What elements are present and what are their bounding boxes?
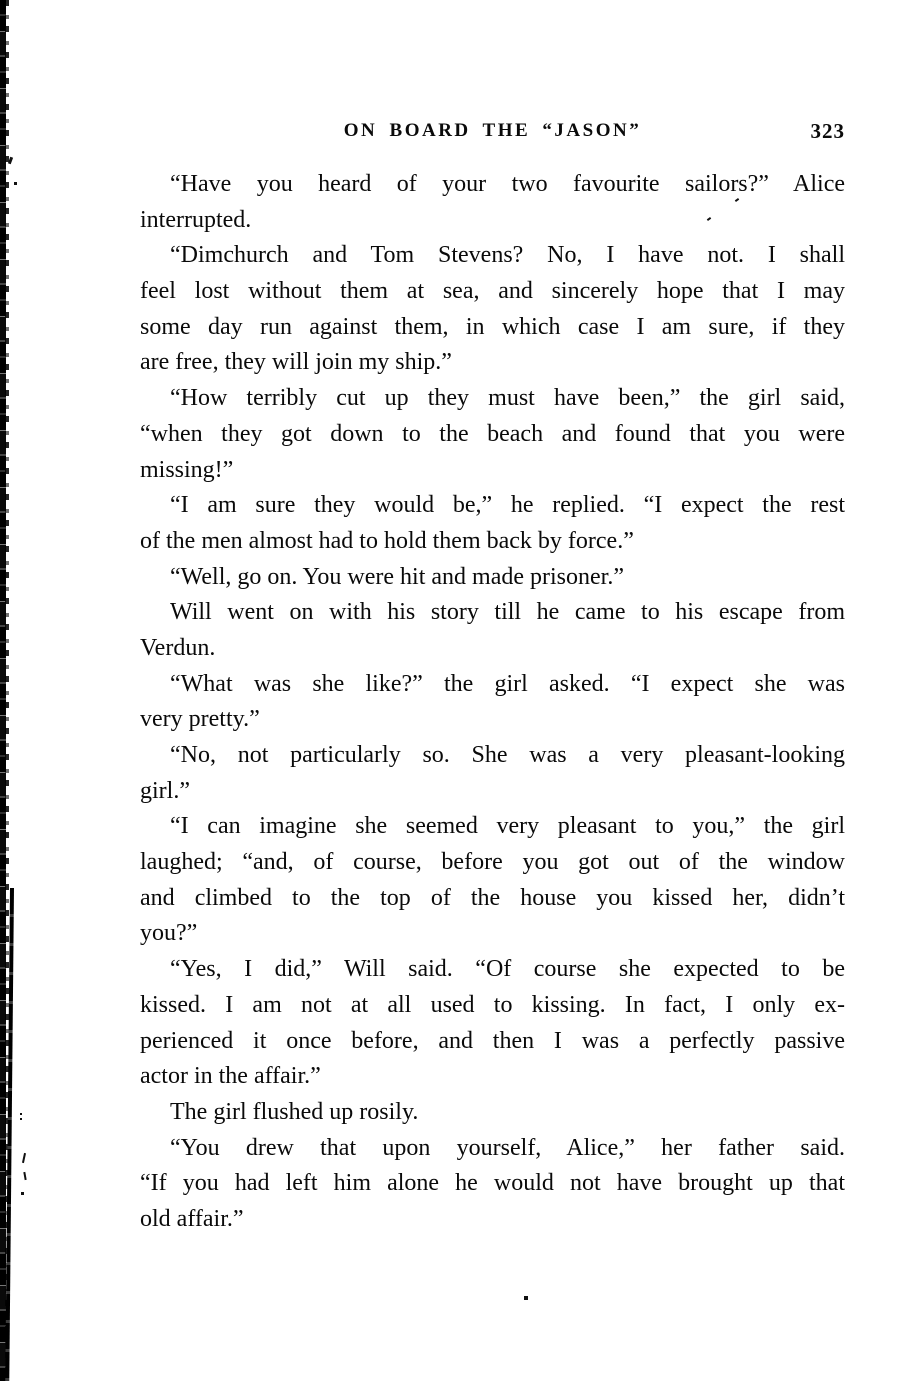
- text-line: kissed. I am not at all used to kissing. In fact, I only ex-: [140, 991, 845, 1018]
- text-line: “You drew that upon yourself, Alice,” her father said.: [170, 1134, 845, 1161]
- text-line: “when they got down to the beach and found that you were: [140, 420, 845, 447]
- text-line: some day run against them, in which case I am sure, if they: [140, 313, 845, 340]
- text-line: interrupted.: [140, 206, 252, 233]
- text-line: you?”: [140, 920, 198, 947]
- text-line: perienced it once before, and then I was a perfectly passive: [140, 1027, 845, 1054]
- scan-speck: [22, 1153, 26, 1163]
- text-line: “If you had left him alone he would not have brought up that: [140, 1170, 845, 1197]
- scan-speck: [23, 1172, 26, 1180]
- text-line: “No, not particularly so. She was a very pleasant-looking: [170, 742, 845, 768]
- text-line: Will went on with his story till he came to his escape from: [170, 599, 845, 626]
- text-line: of the men almost had to hold them back by force.”: [140, 527, 634, 554]
- text-line: actor in the affair.”: [140, 1063, 321, 1090]
- text-line: “Well, go on. You were hit and made prisoner.”: [170, 563, 624, 590]
- text-line: very pretty.”: [140, 706, 260, 733]
- body-text-block: [140, 167, 845, 1238]
- text-line: old affair.”: [140, 1205, 244, 1232]
- text-line: “How terribly cut up they must have been,” the girl said,: [170, 385, 845, 412]
- text-line: feel lost without them at sea, and sincerely hope that I may: [140, 278, 845, 305]
- page-number: 323: [810, 119, 845, 143]
- text-line: “Have you heard of your two favourite sailors?” Alice: [170, 171, 845, 197]
- running-header-title: ON BOARD THE “JASON”: [343, 120, 642, 141]
- scan-speck: [8, 157, 13, 165]
- running-header: [140, 116, 845, 146]
- scan-speck: [14, 182, 17, 185]
- text-line: laughed; “and, of course, before you got out of the window: [140, 849, 845, 876]
- text-line: are free, they will join my ship.”: [140, 349, 452, 376]
- text-line: girl.”: [140, 777, 190, 804]
- text-line: “I am sure they would be,” he replied. “I expect the rest: [170, 492, 845, 519]
- scan-speck: [20, 1118, 22, 1120]
- text-line: “Dimchurch and Tom Stevens? No, I have not. I shall: [170, 242, 845, 269]
- text-line: and climbed to the top of the house you kissed her, didn’t: [140, 884, 845, 911]
- text-line: “What was she like?” the girl asked. “I expect she was: [170, 670, 845, 697]
- text-line: “Yes, I did,” Will said. “Of course she expected to be: [170, 956, 845, 983]
- scan-speck: [21, 1192, 24, 1195]
- text-line: The girl flushed up rosily.: [170, 1098, 419, 1125]
- text-line: “I can imagine she seemed very pleasant to you,” the girl: [170, 813, 845, 840]
- text-line: missing!”: [140, 456, 234, 483]
- scan-speck: [20, 1113, 22, 1115]
- text-line: Verdun.: [140, 634, 216, 661]
- scan-speck: [524, 1296, 528, 1300]
